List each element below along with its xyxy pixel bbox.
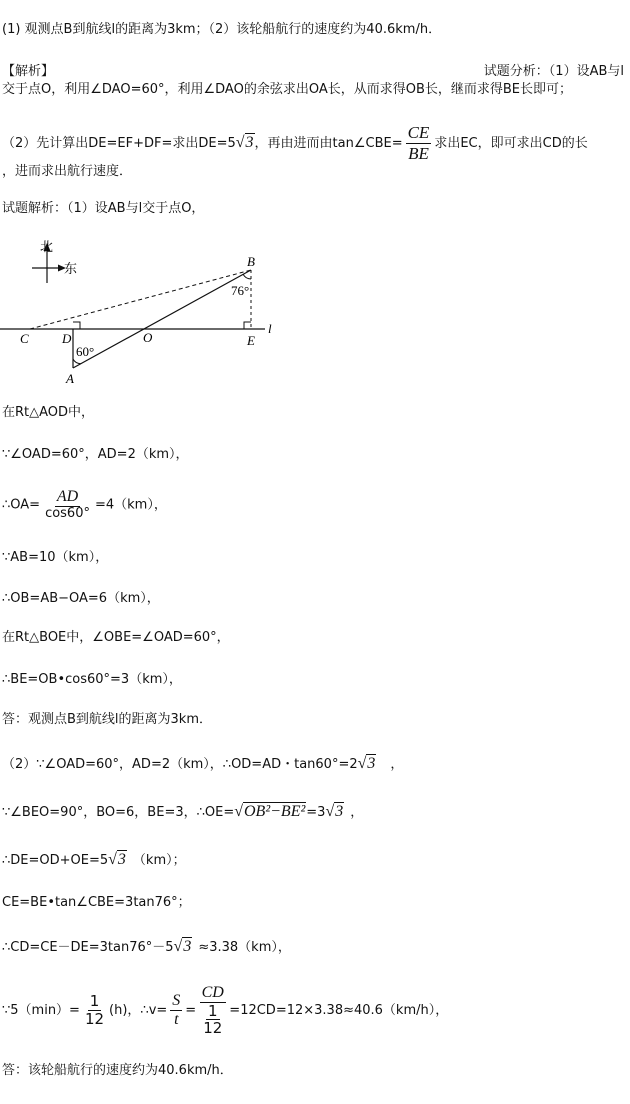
right-angle-d bbox=[73, 322, 80, 329]
sqrt-radicand: 3 bbox=[117, 851, 126, 868]
nested-denominator: 12 bbox=[203, 1019, 223, 1038]
step-od bbox=[2, 754, 403, 773]
step-cd-pre: ∴CD=CE－DE=3tan76°－5 bbox=[2, 940, 174, 955]
step-v-eq: = bbox=[185, 1003, 197, 1019]
answer-1: 答：观测点B到航线l的距离为3km． bbox=[2, 712, 212, 727]
step-de-pre: ∴DE=OD+OE=5 bbox=[2, 853, 109, 868]
label-l: l bbox=[268, 321, 272, 336]
step-oa-pre: ∴OA= bbox=[2, 497, 41, 513]
step-oa bbox=[2, 488, 167, 522]
angle-b-label: 76° bbox=[231, 283, 250, 298]
summary-line: (1) 观测点B到航线l的距离为3km；（2）该轮船航行的速度约为40.6km/h． bbox=[2, 22, 442, 37]
step-oe bbox=[2, 802, 363, 821]
rt-boe-line: 在Rt△BOE中，∠OBE=∠OAD=60°， bbox=[2, 630, 230, 645]
fraction-denominator: BE bbox=[408, 143, 429, 163]
compass-north-label: 北 bbox=[40, 240, 54, 255]
fraction-numerator: S bbox=[172, 992, 181, 1010]
step-od-pre: （2）∵∠OAD=60°，AD=2（km），∴OD=AD・tan60°=2 bbox=[2, 757, 358, 772]
compass-east-label: 东 bbox=[64, 262, 78, 277]
step-v-h: (h)，∴v= bbox=[109, 1003, 168, 1019]
sqrt-expression: √OB²−BE² bbox=[234, 803, 306, 820]
step-de bbox=[2, 850, 186, 869]
fraction-numerator: CE bbox=[407, 123, 430, 142]
fraction-denominator: 12 bbox=[84, 1009, 105, 1028]
segment-ab bbox=[73, 270, 251, 368]
nested-fraction bbox=[201, 1003, 224, 1038]
label-c: C bbox=[20, 331, 29, 346]
step-de-post: （km）； bbox=[132, 853, 186, 868]
fraction-s-t bbox=[170, 992, 182, 1029]
fraction-numerator: 1 bbox=[89, 992, 100, 1011]
step-cd-post: ≈3.38（km）， bbox=[198, 940, 291, 955]
rt-aod-line: 在Rt△AOD中， bbox=[2, 405, 95, 420]
sqrt-expression-2: √3 bbox=[325, 803, 344, 820]
geometry-figure bbox=[0, 237, 300, 387]
sqrt-radicand-2: 3 bbox=[335, 803, 344, 820]
analysis-line-2-mid: ，再由进而由tan∠CBE= bbox=[254, 136, 403, 152]
step-ob: ∴OB=AB−OA=6（km）， bbox=[2, 591, 160, 606]
sqrt-radicand: 3 bbox=[367, 755, 376, 772]
label-b: B bbox=[247, 254, 255, 269]
step-be: ∴BE=OB•cos60°=3（km）， bbox=[2, 672, 182, 687]
fraction-ad-cos60 bbox=[43, 488, 92, 522]
analysis-line-1: 交于点O，利用∠DAO=60°，利用∠DAO的余弦求出OA长，从而求得OB长，继而求得BE长即可； bbox=[2, 82, 573, 97]
right-angle-e bbox=[244, 322, 251, 329]
step-oa-post: =4（km）， bbox=[94, 497, 167, 513]
label-o: O bbox=[143, 330, 153, 345]
step-oad: ∵∠OAD=60°，AD=2（km）， bbox=[2, 447, 189, 462]
solution-intro: 试题解析：（1）设AB与l交于点O， bbox=[2, 201, 205, 216]
nested-numerator: 1 bbox=[207, 1001, 218, 1020]
step-v-post: =12CD=12×3.38≈40.6（km/h）， bbox=[229, 1003, 449, 1019]
step-velocity bbox=[2, 984, 448, 1037]
fraction-denominator: t bbox=[174, 1010, 179, 1028]
step-ab: ∵AB=10（km）， bbox=[2, 550, 109, 565]
sqrt-expression: √3 bbox=[235, 134, 254, 152]
angle-a-label: 60° bbox=[76, 344, 95, 359]
sqrt-radicand: OB²−BE² bbox=[244, 803, 306, 820]
sqrt-radicand: 3 bbox=[245, 134, 254, 152]
analysis-header: 【解析】 bbox=[2, 64, 55, 79]
angle-arc-a bbox=[73, 359, 81, 364]
analysis-title: 试题分析：（1）设AB与l bbox=[483, 64, 624, 79]
step-cd bbox=[2, 937, 291, 956]
angle-arc-b bbox=[243, 274, 251, 279]
dashed-line-cb bbox=[30, 270, 251, 329]
fraction-numerator: CD bbox=[201, 984, 224, 1001]
step-oe-post: ， bbox=[350, 805, 364, 820]
label-a: A bbox=[66, 371, 74, 386]
analysis-line-3: ，进而求出航行速度． bbox=[2, 164, 133, 179]
sqrt-expression: √3 bbox=[173, 938, 192, 955]
fraction-ce-be bbox=[406, 124, 432, 163]
fraction-1-12 bbox=[83, 993, 106, 1028]
step-v-pre: ∵5（min）= bbox=[2, 1003, 80, 1019]
answer-2: 答：该轮船航行的速度约为40.6km/h． bbox=[2, 1063, 233, 1078]
label-d: D bbox=[62, 331, 72, 346]
step-oe-mid: =3 bbox=[306, 805, 326, 820]
analysis-line-2 bbox=[2, 124, 588, 163]
sqrt-expression: √3 bbox=[108, 851, 126, 868]
analysis-line-2-pre: （2）先计算出DE=EF+DF=求出DE=5 bbox=[2, 136, 236, 152]
sqrt-expression: √3 bbox=[357, 755, 376, 772]
step-od-post: ， bbox=[390, 757, 404, 772]
fraction-numerator: AD bbox=[56, 488, 79, 505]
fraction-denominator: cos60° bbox=[45, 505, 90, 521]
sqrt-radicand: 3 bbox=[183, 938, 192, 955]
analysis-line-2-post: 求出EC，即可求出CD的长 bbox=[434, 136, 588, 152]
step-ce: CE=BE•tan∠CBE=3tan76°； bbox=[2, 895, 191, 910]
fraction-denominator bbox=[199, 1003, 226, 1038]
fraction-cd-over-1-12 bbox=[199, 984, 226, 1037]
step-oe-pre: ∵∠BEO=90°，BO=6，BE=3，∴OE= bbox=[2, 805, 235, 820]
label-e: E bbox=[247, 333, 255, 348]
